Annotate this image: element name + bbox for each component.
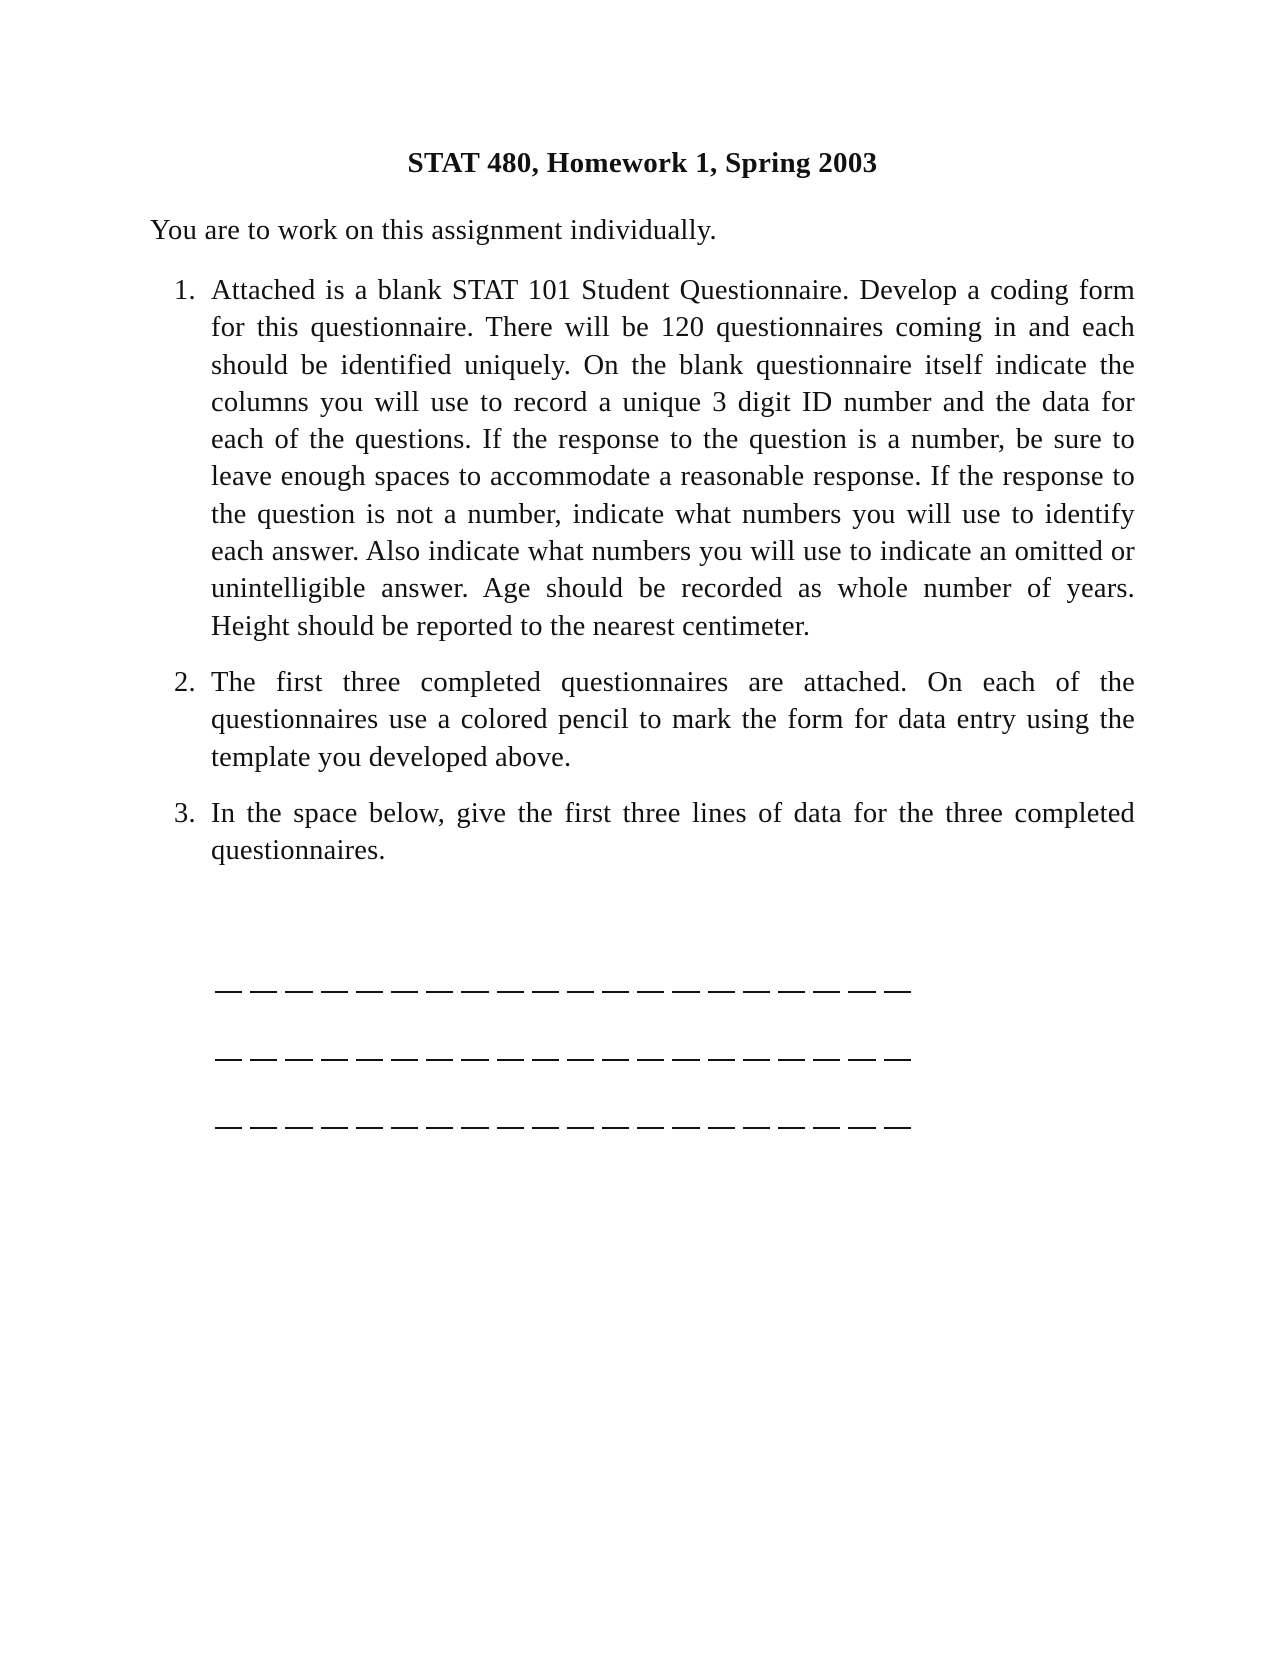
blank-column-slot — [809, 1111, 844, 1129]
blank-data-line — [211, 1111, 951, 1179]
question-item-2 — [150, 664, 1135, 776]
blank-column-slot — [281, 975, 316, 993]
question-item-1 — [150, 272, 1135, 645]
blank-column-slot — [563, 1043, 598, 1061]
blank-column-slot — [774, 1043, 809, 1061]
blank-column-slot — [281, 1111, 316, 1129]
document-title: STAT 480, Homework 1, Spring 2003 — [407, 147, 878, 179]
blank-column-slot — [880, 1043, 915, 1061]
blank-column-slot — [317, 1111, 352, 1129]
blank-column-slot — [317, 1043, 352, 1061]
blank-column-slot — [668, 1043, 703, 1061]
question-number: 2. — [174, 666, 196, 698]
blank-data-line — [211, 1043, 951, 1111]
blank-column-slot — [457, 1043, 492, 1061]
blank-column-slot — [739, 1111, 774, 1129]
blank-column-slot — [352, 1111, 387, 1129]
blank-data-line — [211, 975, 951, 1043]
blank-column-slot — [528, 975, 563, 993]
blank-column-slot — [352, 975, 387, 993]
blank-column-slot — [422, 1111, 457, 1129]
blank-column-slot — [668, 975, 703, 993]
blank-column-slot — [880, 1111, 915, 1129]
blank-column-slot — [704, 975, 739, 993]
blank-column-slot — [704, 1111, 739, 1129]
question-item-3 — [150, 795, 1135, 870]
blank-column-slot — [211, 975, 246, 993]
question-number: 3. — [174, 797, 196, 829]
blank-column-slot — [493, 1111, 528, 1129]
blank-column-slot — [246, 1043, 281, 1061]
blank-column-slot — [211, 1111, 246, 1129]
question-text: Attached is a blank STAT 101 Student Questionnaire. Develop a coding form for this questionnaire. There will be 120 questionnaires coming in and each should be identified uniquely. On the blank questionnaire itself indicate the columns you will use to record a unique 3 digit ID number and the data for each of the questions. If the response to the question is a number, be sure to leave enough spaces to accommodate a reasonable response. If the response to the question is not a number, indicate what numbers you will use to identify each answer. Also indicate what numbers you will use to indicate an omitted or unintelligible answer. Age should be recorded as whole number of years. Height should be reported to the nearest centimeter. — [211, 275, 1135, 642]
question-text: The first three completed questionnaires are attached. On each of the questionnaires use a colored pencil to mark the form for data entry using the template you developed above. — [211, 666, 1135, 773]
blank-column-slot — [387, 975, 422, 993]
blank-column-slot — [844, 1043, 879, 1061]
blank-column-slot — [317, 975, 352, 993]
intro-text: You are to work on this assignment individually. — [150, 215, 717, 246]
blank-column-slot — [704, 1043, 739, 1061]
blank-column-slot — [246, 975, 281, 993]
blank-column-slot — [528, 1111, 563, 1129]
blank-column-slot — [563, 975, 598, 993]
blank-column-slot — [844, 1111, 879, 1129]
question-text: In the space below, give the first three lines of data for the three completed questionnaires. — [211, 797, 1135, 867]
blank-column-slot — [774, 975, 809, 993]
blank-column-slot — [387, 1043, 422, 1061]
blank-column-slot — [281, 1043, 316, 1061]
blank-column-slot — [774, 1111, 809, 1129]
blank-column-slot — [739, 1043, 774, 1061]
blank-column-slot — [633, 1111, 668, 1129]
blank-column-slot — [598, 975, 633, 993]
question-list — [150, 272, 1135, 888]
blank-column-slot — [809, 1043, 844, 1061]
blank-column-slot — [739, 975, 774, 993]
blank-column-slot — [809, 975, 844, 993]
blank-column-slot — [211, 1043, 246, 1061]
blank-column-slot — [528, 1043, 563, 1061]
blank-column-slot — [457, 975, 492, 993]
blank-column-slot — [633, 975, 668, 993]
blank-column-slot — [493, 975, 528, 993]
blank-column-slot — [880, 975, 915, 993]
blank-column-slot — [422, 1043, 457, 1061]
question-number: 1. — [174, 275, 196, 306]
blank-column-slot — [457, 1111, 492, 1129]
blank-column-slot — [598, 1043, 633, 1061]
blank-column-slot — [246, 1111, 281, 1129]
blank-column-slot — [493, 1043, 528, 1061]
blank-column-slot — [598, 1111, 633, 1129]
blank-column-slot — [563, 1111, 598, 1129]
data-entry-blanks — [211, 975, 951, 1179]
blank-column-slot — [668, 1111, 703, 1129]
blank-column-slot — [387, 1111, 422, 1129]
blank-column-slot — [844, 975, 879, 993]
blank-column-slot — [422, 975, 457, 993]
blank-column-slot — [352, 1043, 387, 1061]
blank-column-slot — [633, 1043, 668, 1061]
